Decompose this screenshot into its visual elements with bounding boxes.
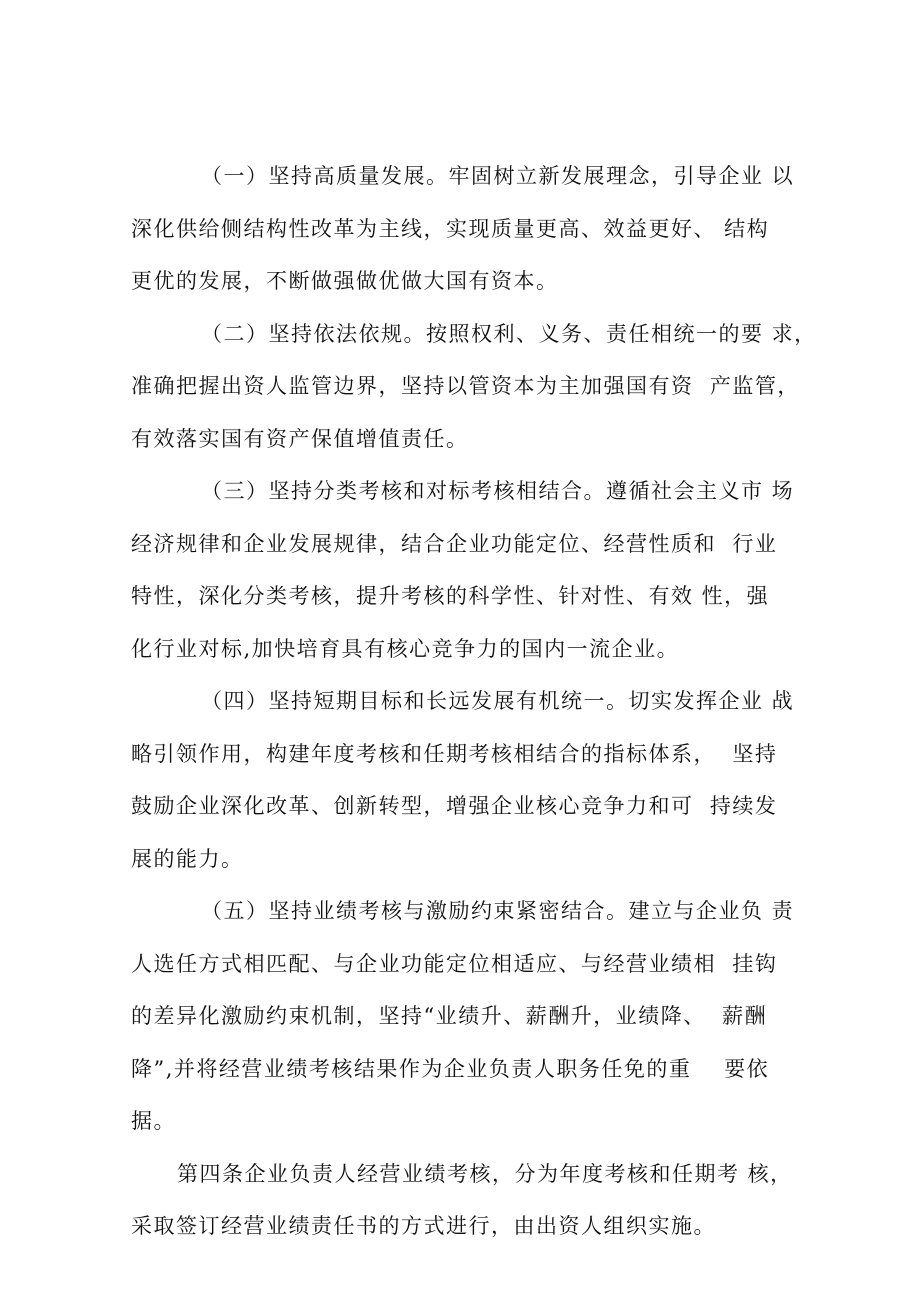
text-line: （四）坚持短期目标和长远发展有机统一。切实发挥企业 战	[201, 689, 795, 713]
text-line: 采取签订经营业绩责任书的方式进行，由出资人组织实施。	[131, 1214, 716, 1238]
text-line: 深化供给侧结构性改革为主线，实现质量更高、效益更好、 结构	[131, 216, 770, 241]
text-line: 鼓励企业深化改革、创新转型，增强企业核心竞争力和可 持续发	[131, 794, 778, 818]
text-line: 有效落实国有资产保值增值责任。	[131, 426, 469, 451]
text-line: （二）坚持依法依规。按照权利、义务、责任相统一的要 求，	[201, 321, 817, 346]
paragraph-principle-1	[131, 150, 796, 308]
text-line: 的差异化激励约束机制，坚持“业绩升、薪酬升，业绩降、 薪酬	[131, 1004, 768, 1028]
text-line: （三）坚持分类考核和对标考核相结合。遵循社会主义市 场	[201, 479, 795, 503]
text-line: 更优的发展，不断做强做优做大国有资本。	[131, 269, 559, 293]
document-body	[131, 150, 817, 1253]
paragraph-principle-3	[131, 465, 796, 675]
text-line: 据。	[131, 1109, 176, 1133]
text-line: 降”,并将经营业绩考核结果作为企业负责人职务任免的重 要依	[131, 1056, 770, 1081]
text-line: 化行业对标,加快培育具有核心竞争力的国内一流企业。	[131, 636, 680, 661]
text-line: 准确把握出资人监管边界，坚持以管资本为主加强国有资 产监管，	[131, 374, 800, 398]
text-line: 特性，深化分类考核，提升考核的科学性、针对性、有效 性，强	[131, 584, 770, 608]
text-line: 略引领作用，构建年度考核和任期考核相结合的指标体系， 坚持	[131, 741, 778, 766]
text-line: 人选任方式相匹配、与企业功能定位相适应、与经营业绩相 挂钩	[131, 951, 778, 976]
text-line: 第四条企业负责人经营业绩考核，分为年度考核和任期考 核，	[177, 1161, 793, 1186]
paragraph-principle-2	[131, 308, 817, 466]
text-line: （五）坚持业绩考核与激励约束紧密结合。建立与企业负 责	[201, 899, 795, 923]
text-line: 经济规律和企业发展规律，结合企业功能定位、经营性质和 行业	[131, 531, 778, 556]
paragraph-article-4	[131, 1148, 796, 1253]
paragraph-principle-5	[131, 885, 796, 1148]
text-line: （一）坚持高质量发展。牢固树立新发展理念，引导企业 以	[201, 164, 795, 188]
text-line: 展的能力。	[131, 846, 244, 871]
paragraph-principle-4	[131, 675, 796, 885]
